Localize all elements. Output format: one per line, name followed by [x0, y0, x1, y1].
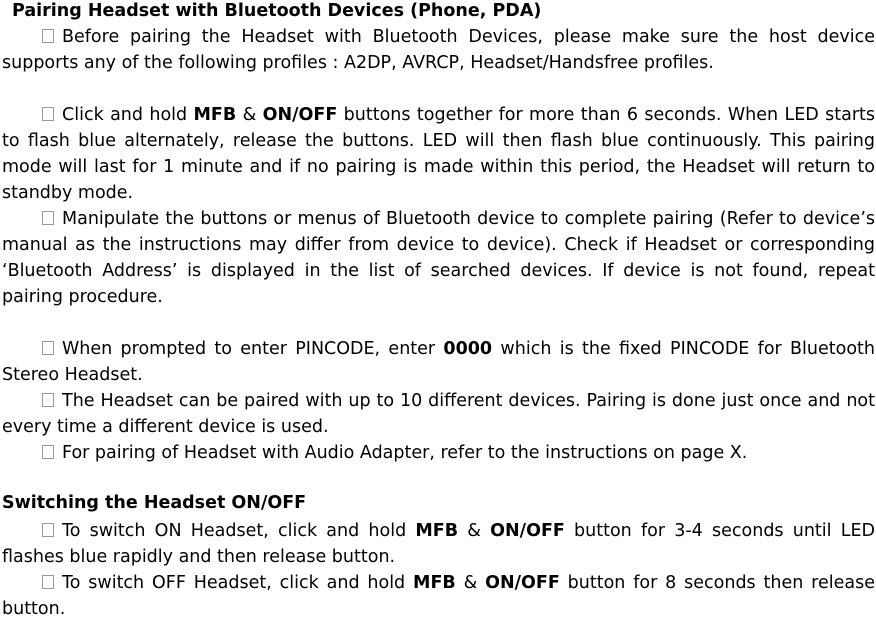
bullet-icon [42, 107, 54, 121]
pairing-paragraph-profiles: Before pairing the Headset with Bluetooth Devices, please make sure the host device supports any of the following profiles : A2DP, AVRCP, Headset/Handsfree profiles. [2, 27, 875, 73]
pairing-heading: Pairing Headset with Bluetooth Devices (Phone, PDA) [12, 1, 542, 21]
bullet-icon [42, 211, 54, 225]
bullet-icon [42, 341, 54, 355]
pairing-paragraph-multiple-devices: The Headset can be paired with up to 10 different devices. Pairing is done just once and not every time a different device is used. [2, 391, 875, 437]
switch-off-paragraph: To switch OFF Headset, click and hold MFB & ON/OFF button for 8 seconds then release button. [2, 573, 875, 619]
bullet-icon [42, 393, 54, 407]
bullet-icon [42, 29, 54, 43]
pincode-value: 0000 [443, 339, 493, 359]
switching-heading: Switching the Headset ON/OFF [2, 493, 307, 513]
bullet-icon [42, 575, 54, 589]
pairing-paragraph-hold-buttons: Click and hold MFB & ON/OFF buttons together for more than 6 seconds. When LED starts to flash blue alternately, release the buttons. LED will then flash blue continuously. This pairing mode will last for 1 minute and if no pairing is made within this period, the Headset will return to standby mode. [2, 105, 875, 203]
onoff-label: ON/OFF [262, 105, 338, 125]
pairing-paragraph-pincode: When prompted to enter PINCODE, enter 0000 which is the fixed PINCODE for Bluetooth Stereo Headset. [2, 339, 875, 385]
mfb-label: MFB [413, 573, 456, 593]
bullet-icon [42, 523, 54, 537]
switch-on-paragraph: To switch ON Headset, click and hold MFB & ON/OFF button for 3-4 seconds until LED flashes blue rapidly and then release button. [2, 521, 875, 567]
pairing-paragraph-manipulate: Manipulate the buttons or menus of Bluetooth device to complete pairing (Refer to device’s manual as the instructions may differ from device to device). Check if Headset or corresponding ‘Bluetooth Address’ is displayed in the list of searched devices. If device is not found, repeat pairing procedure. [2, 209, 875, 307]
onoff-label: ON/OFF [490, 521, 565, 541]
bullet-icon [42, 445, 54, 459]
pairing-paragraph-audio-adapter: For pairing of Headset with Audio Adapter, refer to the instructions on page X. [2, 440, 875, 466]
mfb-label: MFB [415, 521, 459, 541]
mfb-label: MFB [193, 105, 237, 125]
onoff-label: ON/OFF [485, 573, 560, 593]
